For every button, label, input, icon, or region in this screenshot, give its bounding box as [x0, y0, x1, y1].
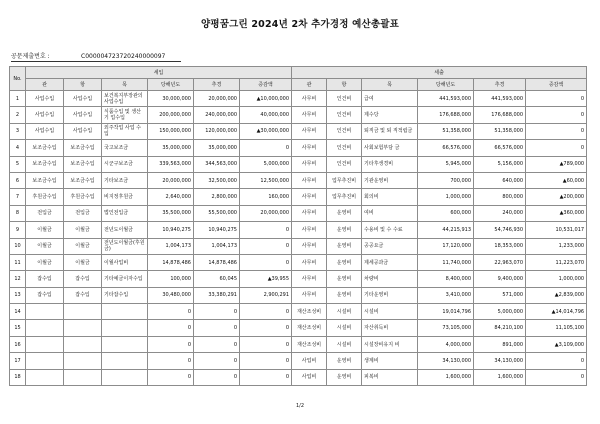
row-number: 8 — [10, 205, 26, 221]
expense-gwan-cell: 사무비 — [292, 172, 327, 188]
expense-current-year-cell: 66,576,000 — [418, 140, 474, 156]
expense-current-year-cell: 8,400,000 — [418, 271, 474, 287]
expense-revised-cell: 9,400,000 — [474, 271, 526, 287]
income-change-cell: 0 — [240, 369, 292, 385]
income-gwan-cell: 보조금수입 — [26, 156, 64, 172]
row-number: 18 — [10, 369, 26, 385]
income-change-cell: 0 — [240, 320, 292, 336]
expense-revised-cell: 54,746,930 — [474, 222, 526, 238]
table-row — [10, 107, 587, 123]
expense-revised-cell: 5,156,000 — [474, 156, 526, 172]
expense-current-year-cell: 1,600,000 — [418, 369, 474, 385]
income-change-cell: 0 — [240, 304, 292, 320]
expense-hang-cell: 운영비 — [327, 287, 362, 303]
expense-current-year-cell: 34,130,000 — [418, 353, 474, 369]
income-current-year-cell: 35,500,000 — [148, 205, 194, 221]
income-hang-cell: 보조금수입 — [64, 172, 102, 188]
expense-revised-cell: 34,130,000 — [474, 353, 526, 369]
expense-change-cell: 0 — [526, 353, 587, 369]
header-income-col: 항 — [64, 79, 102, 91]
income-current-year-cell: 35,000,000 — [148, 140, 194, 156]
income-hang-cell: 잡수입 — [64, 287, 102, 303]
expense-gwan-cell: 사무비 — [292, 123, 327, 139]
income-change-cell: 40,000,000 — [240, 107, 292, 123]
income-change-cell: 0 — [240, 336, 292, 352]
expense-revised-cell: 441,593,000 — [474, 91, 526, 107]
income-current-year-cell: 200,000,000 — [148, 107, 194, 123]
expense-change-cell: 0 — [526, 123, 587, 139]
expense-revised-cell: 1,600,000 — [474, 369, 526, 385]
income-gwan-cell: 잡수입 — [26, 271, 64, 287]
income-gwan-cell: 이월금 — [26, 254, 64, 270]
table-row — [10, 369, 587, 385]
header-income-col: 증감액 — [240, 79, 292, 91]
income-current-year-cell: 339,563,000 — [148, 156, 194, 172]
income-gwan-cell — [26, 336, 64, 352]
expense-mok-cell: 사회보험부담 금 — [362, 140, 418, 156]
income-change-cell: 0 — [240, 140, 292, 156]
income-hang-cell: 사업수입 — [64, 107, 102, 123]
income-mok-cell: 외주작업 사업 수입 — [102, 123, 148, 139]
expense-current-year-cell: 51,358,000 — [418, 123, 474, 139]
expense-hang-cell: 인건비 — [327, 91, 362, 107]
income-hang-cell: 사업수입 — [64, 91, 102, 107]
header-expense-col: 증감액 — [526, 79, 587, 91]
expense-revised-cell: 640,000 — [474, 172, 526, 188]
expense-gwan-cell: 사업비 — [292, 353, 327, 369]
income-hang-cell: 이월금 — [64, 222, 102, 238]
income-revised-cell: 20,000,000 — [194, 91, 240, 107]
income-current-year-cell: 30,000,000 — [148, 91, 194, 107]
expense-mok-cell: 피복비 — [362, 369, 418, 385]
table-row — [10, 156, 587, 172]
income-mok-cell: 이월사업비 — [102, 254, 148, 270]
expense-gwan-cell: 재산조성비 — [292, 304, 327, 320]
header-expense-col: 목 — [362, 79, 418, 91]
income-current-year-cell: 0 — [148, 353, 194, 369]
income-current-year-cell: 2,640,000 — [148, 189, 194, 205]
income-revised-cell: 60,045 — [194, 271, 240, 287]
expense-gwan-cell: 사무비 — [292, 156, 327, 172]
row-number: 16 — [10, 336, 26, 352]
income-mok-cell: 전년도이월금(후원금) — [102, 238, 148, 254]
header-expense: 세출 — [292, 67, 587, 79]
income-revised-cell: 35,000,000 — [194, 140, 240, 156]
income-revised-cell: 14,878,486 — [194, 254, 240, 270]
expense-current-year-cell: 4,000,000 — [418, 336, 474, 352]
expense-hang-cell: 시설비 — [327, 336, 362, 352]
expense-change-cell: 1,233,000 — [526, 238, 587, 254]
header-income-col: 당해년도 — [148, 79, 194, 91]
income-revised-cell: 1,004,173 — [194, 238, 240, 254]
income-hang-cell: 이월금 — [64, 254, 102, 270]
header-expense-col: 추경 — [474, 79, 526, 91]
expense-revised-cell: 51,358,000 — [474, 123, 526, 139]
page-number: 1/2 — [295, 403, 305, 409]
income-gwan-cell: 전입금 — [26, 205, 64, 221]
expense-current-year-cell: 19,014,796 — [418, 304, 474, 320]
row-number: 2 — [10, 107, 26, 123]
doc-number-underline — [11, 61, 181, 62]
expense-change-cell: 10,531,017 — [526, 222, 587, 238]
income-revised-cell: 120,000,000 — [194, 123, 240, 139]
income-hang-cell: 잡수입 — [64, 271, 102, 287]
expense-revised-cell: 66,576,000 — [474, 140, 526, 156]
expense-mok-cell: 자산취득비 — [362, 320, 418, 336]
header-income-col: 목 — [102, 79, 148, 91]
table-row — [10, 238, 587, 254]
expense-gwan-cell: 사무비 — [292, 271, 327, 287]
income-change-cell: 20,000,000 — [240, 205, 292, 221]
expense-hang-cell: 운영비 — [327, 222, 362, 238]
expense-current-year-cell: 1,000,000 — [418, 189, 474, 205]
income-hang-cell: 보조금수입 — [64, 140, 102, 156]
expense-mok-cell: 기관운영비 — [362, 172, 418, 188]
row-number: 6 — [10, 172, 26, 188]
income-hang-cell: 보조금수입 — [64, 156, 102, 172]
expense-mok-cell: 시설비 — [362, 304, 418, 320]
header-expense-col: 관 — [292, 79, 327, 91]
expense-revised-cell: 571,000 — [474, 287, 526, 303]
row-number: 3 — [10, 123, 26, 139]
income-current-year-cell: 0 — [148, 336, 194, 352]
income-mok-cell — [102, 304, 148, 320]
header-income: 세입 — [26, 67, 292, 79]
income-gwan-cell: 보조금수입 — [26, 140, 64, 156]
expense-revised-cell: 84,210,100 — [474, 320, 526, 336]
expense-change-cell: 0 — [526, 91, 587, 107]
row-number: 12 — [10, 271, 26, 287]
income-mok-cell: 기타보조금 — [102, 172, 148, 188]
income-gwan-cell: 사업수입 — [26, 123, 64, 139]
table-row — [10, 140, 587, 156]
expense-current-year-cell: 3,410,000 — [418, 287, 474, 303]
expense-gwan-cell: 재산조성비 — [292, 336, 327, 352]
income-hang-cell — [64, 304, 102, 320]
header-no: No. — [10, 67, 26, 91]
expense-mok-cell: 제세공과금 — [362, 254, 418, 270]
row-number: 15 — [10, 320, 26, 336]
income-change-cell: ▲39,955 — [240, 271, 292, 287]
expense-current-year-cell: 700,000 — [418, 172, 474, 188]
row-number: 11 — [10, 254, 26, 270]
expense-hang-cell: 운영비 — [327, 205, 362, 221]
income-current-year-cell: 0 — [148, 320, 194, 336]
expense-change-cell: ▲14,014,796 — [526, 304, 587, 320]
income-current-year-cell: 10,940,275 — [148, 222, 194, 238]
expense-mok-cell: 퇴직금 및 퇴 직적립금 — [362, 123, 418, 139]
income-revised-cell: 0 — [194, 336, 240, 352]
expense-change-cell: ▲200,000 — [526, 189, 587, 205]
table-row — [10, 91, 587, 107]
row-number: 7 — [10, 189, 26, 205]
table-row — [10, 123, 587, 139]
income-mok-cell — [102, 320, 148, 336]
expense-mok-cell: 생계비 — [362, 353, 418, 369]
income-gwan-cell: 사업수입 — [26, 91, 64, 107]
income-hang-cell — [64, 320, 102, 336]
expense-change-cell: ▲3,109,000 — [526, 336, 587, 352]
expense-hang-cell: 운영비 — [327, 254, 362, 270]
expense-mok-cell: 제수당 — [362, 107, 418, 123]
expense-revised-cell: 176,688,000 — [474, 107, 526, 123]
row-number: 13 — [10, 287, 26, 303]
expense-gwan-cell: 사무비 — [292, 238, 327, 254]
income-mok-cell: 전년도이월금 — [102, 222, 148, 238]
income-gwan-cell: 잡수입 — [26, 287, 64, 303]
budget-table — [9, 66, 587, 386]
expense-hang-cell: 운영비 — [327, 369, 362, 385]
table-row — [10, 304, 587, 320]
expense-change-cell: 0 — [526, 369, 587, 385]
income-mok-cell — [102, 336, 148, 352]
expense-mok-cell: 여비 — [362, 205, 418, 221]
income-revised-cell: 0 — [194, 369, 240, 385]
doc-number-label: 공문제출번호 : — [11, 53, 50, 60]
income-gwan-cell: 이월금 — [26, 222, 64, 238]
expense-mok-cell: 회의비 — [362, 189, 418, 205]
expense-gwan-cell: 사무비 — [292, 189, 327, 205]
expense-gwan-cell: 사무비 — [292, 254, 327, 270]
header-income-col: 관 — [26, 79, 64, 91]
income-mok-cell — [102, 353, 148, 369]
income-current-year-cell: 20,000,000 — [148, 172, 194, 188]
income-gwan-cell — [26, 353, 64, 369]
table-row — [10, 254, 587, 270]
income-gwan-cell: 사업수입 — [26, 107, 64, 123]
income-change-cell: 0 — [240, 222, 292, 238]
expense-change-cell: ▲789,000 — [526, 156, 587, 172]
table-row — [10, 287, 587, 303]
expense-change-cell: 0 — [526, 107, 587, 123]
header-expense-col: 항 — [327, 79, 362, 91]
expense-gwan-cell: 사무비 — [292, 287, 327, 303]
income-current-year-cell: 0 — [148, 304, 194, 320]
income-mok-cell: 식품수입 및 생산기 업수입 — [102, 107, 148, 123]
table-row — [10, 222, 587, 238]
expense-revised-cell: 22,963,070 — [474, 254, 526, 270]
table-row — [10, 336, 587, 352]
income-gwan-cell — [26, 304, 64, 320]
income-hang-cell: 사업수입 — [64, 123, 102, 139]
expense-mok-cell: 수용비 및 수 수료 — [362, 222, 418, 238]
expense-current-year-cell: 44,215,913 — [418, 222, 474, 238]
expense-mok-cell: 공공요금 — [362, 238, 418, 254]
expense-change-cell: ▲360,000 — [526, 205, 587, 221]
expense-change-cell: 0 — [526, 140, 587, 156]
table-row — [10, 205, 587, 221]
row-number: 14 — [10, 304, 26, 320]
table-row — [10, 353, 587, 369]
income-mok-cell: 시군구보조금 — [102, 156, 148, 172]
income-current-year-cell: 0 — [148, 369, 194, 385]
income-current-year-cell: 14,878,486 — [148, 254, 194, 270]
income-mok-cell: 법인전입금 — [102, 205, 148, 221]
document-title: 양평꿈그린 2024년 2차 추가경정 예산총괄표 — [200, 19, 400, 30]
row-number: 17 — [10, 353, 26, 369]
income-change-cell: 0 — [240, 254, 292, 270]
income-mok-cell: 기타예금이자수입 — [102, 271, 148, 287]
income-current-year-cell: 100,000 — [148, 271, 194, 287]
expense-gwan-cell: 사무비 — [292, 205, 327, 221]
expense-gwan-cell: 재산조성비 — [292, 320, 327, 336]
expense-change-cell: 11,105,100 — [526, 320, 587, 336]
income-gwan-cell: 보조금수입 — [26, 172, 64, 188]
expense-hang-cell: 시설비 — [327, 320, 362, 336]
income-current-year-cell: 30,480,000 — [148, 287, 194, 303]
expense-gwan-cell: 사무비 — [292, 91, 327, 107]
income-change-cell: 5,000,000 — [240, 156, 292, 172]
expense-hang-cell: 인건비 — [327, 140, 362, 156]
expense-revised-cell: 18,353,000 — [474, 238, 526, 254]
income-revised-cell: 240,000,000 — [194, 107, 240, 123]
row-number: 1 — [10, 91, 26, 107]
income-change-cell: ▲10,000,000 — [240, 91, 292, 107]
row-number: 4 — [10, 140, 26, 156]
expense-hang-cell: 인건비 — [327, 107, 362, 123]
income-hang-cell: 후원금수입 — [64, 189, 102, 205]
income-revised-cell: 344,563,000 — [194, 156, 240, 172]
expense-revised-cell: 5,000,000 — [474, 304, 526, 320]
table-row — [10, 172, 587, 188]
income-revised-cell: 10,940,275 — [194, 222, 240, 238]
doc-number-line — [11, 51, 165, 60]
income-revised-cell: 0 — [194, 320, 240, 336]
doc-number-value: C000004723720240000097 — [81, 53, 166, 60]
income-gwan-cell: 이월금 — [26, 238, 64, 254]
income-mok-cell: 비지정후원금 — [102, 189, 148, 205]
expense-hang-cell: 인건비 — [327, 156, 362, 172]
expense-mok-cell: 차량비 — [362, 271, 418, 287]
income-change-cell: 2,900,291 — [240, 287, 292, 303]
row-number: 5 — [10, 156, 26, 172]
expense-current-year-cell: 73,105,000 — [418, 320, 474, 336]
expense-revised-cell: 800,000 — [474, 189, 526, 205]
income-gwan-cell: 후원금수입 — [26, 189, 64, 205]
expense-hang-cell: 시설비 — [327, 304, 362, 320]
expense-gwan-cell: 사무비 — [292, 222, 327, 238]
income-change-cell: 12,500,000 — [240, 172, 292, 188]
expense-mok-cell: 기타운영비 — [362, 287, 418, 303]
expense-revised-cell: 240,000 — [474, 205, 526, 221]
income-mok-cell — [102, 369, 148, 385]
row-number: 10 — [10, 238, 26, 254]
income-change-cell: 0 — [240, 353, 292, 369]
income-revised-cell: 32,500,000 — [194, 172, 240, 188]
income-hang-cell — [64, 353, 102, 369]
table-body — [10, 91, 587, 386]
expense-current-year-cell: 441,593,000 — [418, 91, 474, 107]
expense-current-year-cell: 5,945,000 — [418, 156, 474, 172]
row-number: 9 — [10, 222, 26, 238]
income-gwan-cell — [26, 320, 64, 336]
expense-mok-cell: 시설장비유지 비 — [362, 336, 418, 352]
table-row — [10, 320, 587, 336]
income-mok-cell: 보건복지부장관의 사업수입 — [102, 91, 148, 107]
income-hang-cell — [64, 369, 102, 385]
expense-hang-cell: 운영비 — [327, 353, 362, 369]
expense-hang-cell: 업무추진비 — [327, 189, 362, 205]
income-current-year-cell: 1,004,173 — [148, 238, 194, 254]
income-hang-cell: 전입금 — [64, 205, 102, 221]
income-revised-cell: 0 — [194, 304, 240, 320]
expense-current-year-cell: 600,000 — [418, 205, 474, 221]
expense-change-cell: 1,000,000 — [526, 271, 587, 287]
income-revised-cell: 33,380,291 — [194, 287, 240, 303]
income-mok-cell: 기타잡수입 — [102, 287, 148, 303]
income-gwan-cell — [26, 369, 64, 385]
income-revised-cell: 2,800,000 — [194, 189, 240, 205]
expense-change-cell: ▲60,000 — [526, 172, 587, 188]
expense-current-year-cell: 17,120,000 — [418, 238, 474, 254]
expense-gwan-cell: 사무비 — [292, 107, 327, 123]
header-income-col: 추경 — [194, 79, 240, 91]
expense-gwan-cell: 사무비 — [292, 140, 327, 156]
income-hang-cell: 이월금 — [64, 238, 102, 254]
income-change-cell: 0 — [240, 238, 292, 254]
table-row — [10, 271, 587, 287]
expense-hang-cell: 업무추진비 — [327, 172, 362, 188]
expense-current-year-cell: 176,688,000 — [418, 107, 474, 123]
income-change-cell: ▲30,000,000 — [240, 123, 292, 139]
expense-mok-cell: 급여 — [362, 91, 418, 107]
income-revised-cell: 0 — [194, 353, 240, 369]
expense-gwan-cell: 사업비 — [292, 369, 327, 385]
expense-hang-cell: 인건비 — [327, 123, 362, 139]
expense-revised-cell: 891,000 — [474, 336, 526, 352]
income-hang-cell — [64, 336, 102, 352]
income-mok-cell: 국고보조금 — [102, 140, 148, 156]
expense-change-cell: 11,223,070 — [526, 254, 587, 270]
income-current-year-cell: 150,000,000 — [148, 123, 194, 139]
expense-change-cell: ▲2,839,000 — [526, 287, 587, 303]
header-expense-col: 당해년도 — [418, 79, 474, 91]
income-revised-cell: 55,500,000 — [194, 205, 240, 221]
expense-mok-cell: 기타후생경비 — [362, 156, 418, 172]
expense-hang-cell: 운영비 — [327, 238, 362, 254]
income-change-cell: 160,000 — [240, 189, 292, 205]
expense-current-year-cell: 11,740,000 — [418, 254, 474, 270]
expense-hang-cell: 운영비 — [327, 271, 362, 287]
table-row — [10, 189, 587, 205]
